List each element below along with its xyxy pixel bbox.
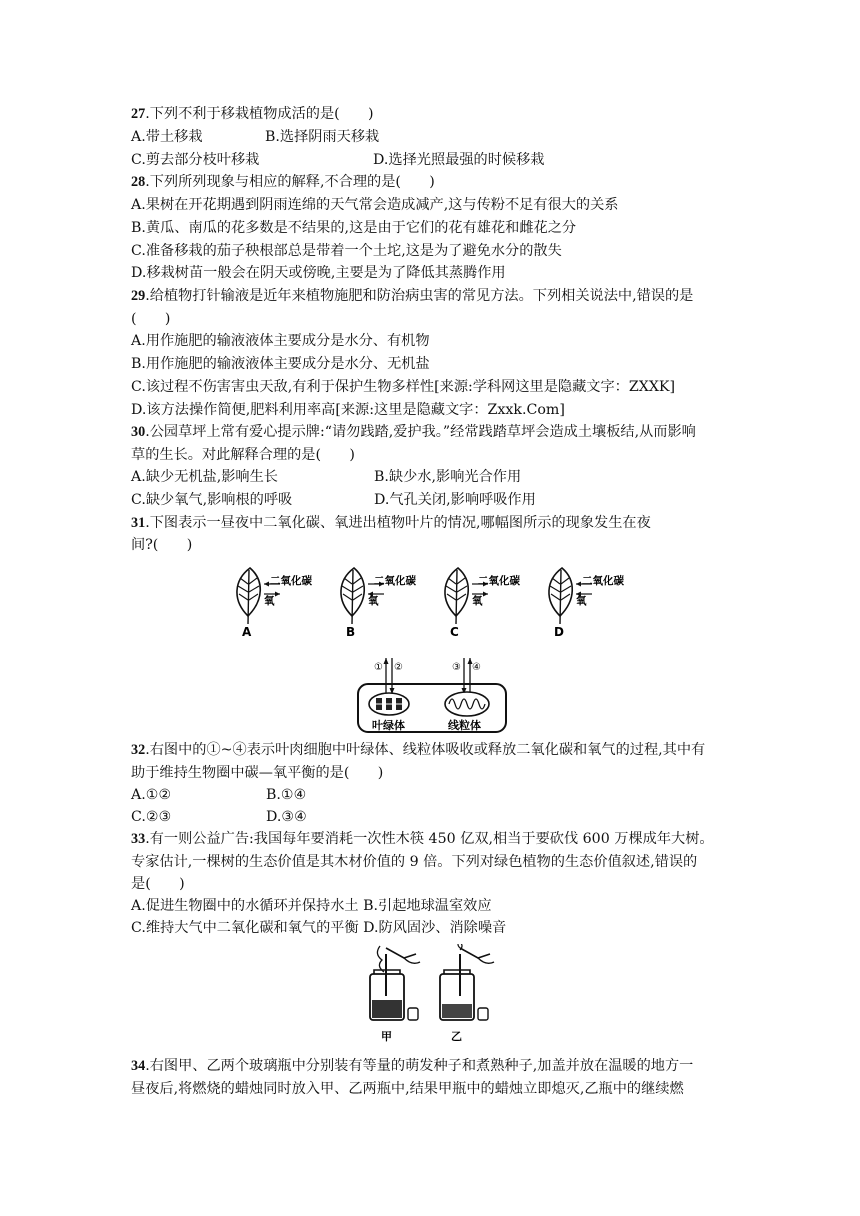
question-number: 29 <box>131 288 146 304</box>
process-1-label: ① <box>374 662 383 673</box>
leaf-label-b: B <box>346 625 356 639</box>
organelle-figure <box>356 656 508 736</box>
question-31-stem-cont: 间?( ) <box>131 537 193 553</box>
question-33-stem-end: 是( ) <box>131 876 185 892</box>
o2-label: 氧 <box>264 595 275 607</box>
o2-label: 氧 <box>576 595 587 607</box>
q30-option-b: B.缺少水,影响光合作用 <box>374 469 522 485</box>
process-3-label: ③ <box>452 662 461 673</box>
q28-option-c: C.准备移栽的茄子秧根部总是带着一个土坨,这是为了避免水分的散失 <box>131 243 562 259</box>
question-number: 30 <box>131 424 146 440</box>
leaf-label-d: D <box>554 625 564 639</box>
q32-option-d: D.③④ <box>266 809 307 825</box>
q29-option-a: A.用作施肥的输液液体主要成分是水分、有机物 <box>131 333 430 349</box>
q27-option-a: A.带土移栽 <box>131 129 203 145</box>
process-2-label: ② <box>394 662 403 673</box>
leaf-label-a: A <box>242 625 252 639</box>
question-32-stem-cont: 助于维持生物圈中碳—氧平衡的是( ) <box>131 765 384 781</box>
q33-options-ab: A.促进生物圈中的水循环并保持水土 B.引起地球温室效应 <box>131 898 492 914</box>
question-30-stem-cont: 草的生长。对此解释合理的是( ) <box>131 447 355 463</box>
q30-option-a: A.缺少无机盐,影响生长 <box>131 469 278 485</box>
q33-options-cd: C.维持大气中二氧化碳和氧气的平衡 D.防风固沙、消除噪音 <box>131 920 507 936</box>
jar-experiment-figure <box>360 944 510 1048</box>
co2-label: 二氧化碳 <box>374 575 416 587</box>
question-32-stem: 32.右图中的①~④表示叶肉细胞中叶绿体、线粒体吸收或释放二氧化碳和氧气的过程,其中有 <box>131 742 706 758</box>
q28-option-a: A.果树在开花期遇到阴雨连绵的天气常会造成减产,这与传粉不足有很大的关系 <box>131 197 619 213</box>
question-34-stem: 34.右图甲、乙两个玻璃瓶中分别装有等量的萌发种子和煮熟种子,加盖并放在温暖的地方一 <box>131 1058 694 1074</box>
mitochondrion-label: 线粒体 <box>448 719 481 732</box>
question-number: 28 <box>131 174 146 190</box>
jar-jia-icon <box>370 946 420 1020</box>
question-30-stem: 30.公园草坪上常有爱心提示牌:“请勿践踏,爱护我。”经常践踏草坪会造成土壤板结,从而影响 <box>131 424 696 440</box>
o2-label: 氧 <box>472 595 483 607</box>
question-28-stem: 28.下列所列现象与相应的解释,不合理的是( ) <box>131 174 435 190</box>
question-29-stem: 29.给植物打针输液是近年来植物施肥和防治病虫害的常见方法。下列相关说法中,错误的是 <box>131 288 694 304</box>
q32-option-a: A.①② <box>131 787 172 803</box>
question-29-stem-cont: ( ) <box>131 311 171 327</box>
o2-label: 氧 <box>368 595 379 607</box>
q29-option-b: B.用作施肥的输液液体主要成分是水分、无机盐 <box>131 356 430 372</box>
q32-option-c: C.②③ <box>131 809 172 825</box>
q28-option-b: B.黄瓜、南瓜的花多数是不结果的,这是由于它们的花有雄花和雌花之分 <box>131 220 577 236</box>
question-33-stem: 33.有一则公益广告:我国每年要消耗一次性木筷 450 亿双,相当于要砍伐 600 万棵成年大树。 <box>131 831 714 847</box>
question-33-stem-cont: 专家估计,一棵树的生态价值是其木材价值的 9 倍。下列对绿色植物的生态价值叙述,错误的 <box>131 854 698 870</box>
question-number: 31 <box>131 515 146 531</box>
process-4-label: ④ <box>472 662 481 673</box>
question-34-stem-cont: 昼夜后,将燃烧的蜡烛同时放入甲、乙两瓶中,结果甲瓶中的蜡烛立即熄灭,乙瓶中的继续燃 <box>131 1081 684 1097</box>
question-number: 33 <box>131 831 146 847</box>
q27-option-c: C.剪去部分枝叶移栽 <box>131 152 260 168</box>
jar-yi-icon <box>440 944 494 1020</box>
jar-jia-label: 甲 <box>381 1030 392 1043</box>
q27-option-d: D.选择光照最强的时候移栽 <box>373 152 545 168</box>
q29-option-c: C.该过程不伤害害虫天敌,有利于保护生物多样性[来源:学科网这里是隐藏文字：ZXXK] <box>131 379 676 395</box>
jar-yi-label: 乙 <box>451 1030 462 1043</box>
chloroplast-icon <box>369 693 409 715</box>
question-number: 27 <box>131 106 146 122</box>
question-number: 34 <box>131 1058 146 1074</box>
q30-option-c: C.缺少氧气,影响根的呼吸 <box>131 492 293 508</box>
mitochondrion-icon <box>445 692 489 716</box>
co2-label: 二氧化碳 <box>478 575 520 587</box>
q30-option-d: D.气孔关闭,影响呼吸作用 <box>374 492 536 508</box>
question-31-stem: 31.下图表示一昼夜中二氧化碳、氧进出植物叶片的情况,哪幅图所示的现象发生在夜 <box>131 515 651 531</box>
q27-option-b: B.选择阴雨天移栽 <box>265 129 380 145</box>
question-27-stem: 27.下列不利于移栽植物成活的是( ) <box>131 106 374 122</box>
q28-option-d: D.移栽树苗一般会在阴天或傍晚,主要是为了降低其蒸腾作用 <box>131 265 506 281</box>
leaf-label-c: C <box>450 625 459 639</box>
chloroplast-label: 叶绿体 <box>372 719 405 732</box>
co2-label: 二氧化碳 <box>582 575 624 587</box>
question-number: 32 <box>131 742 146 758</box>
co2-label: 二氧化碳 <box>270 575 312 587</box>
q29-option-d: D.该方法操作简便,肥料利用率高[来源:这里是隐藏文字：Zxxk.Com] <box>131 402 565 418</box>
q32-option-b: B.①④ <box>266 787 307 803</box>
leaf-gas-exchange-figure <box>228 562 638 644</box>
